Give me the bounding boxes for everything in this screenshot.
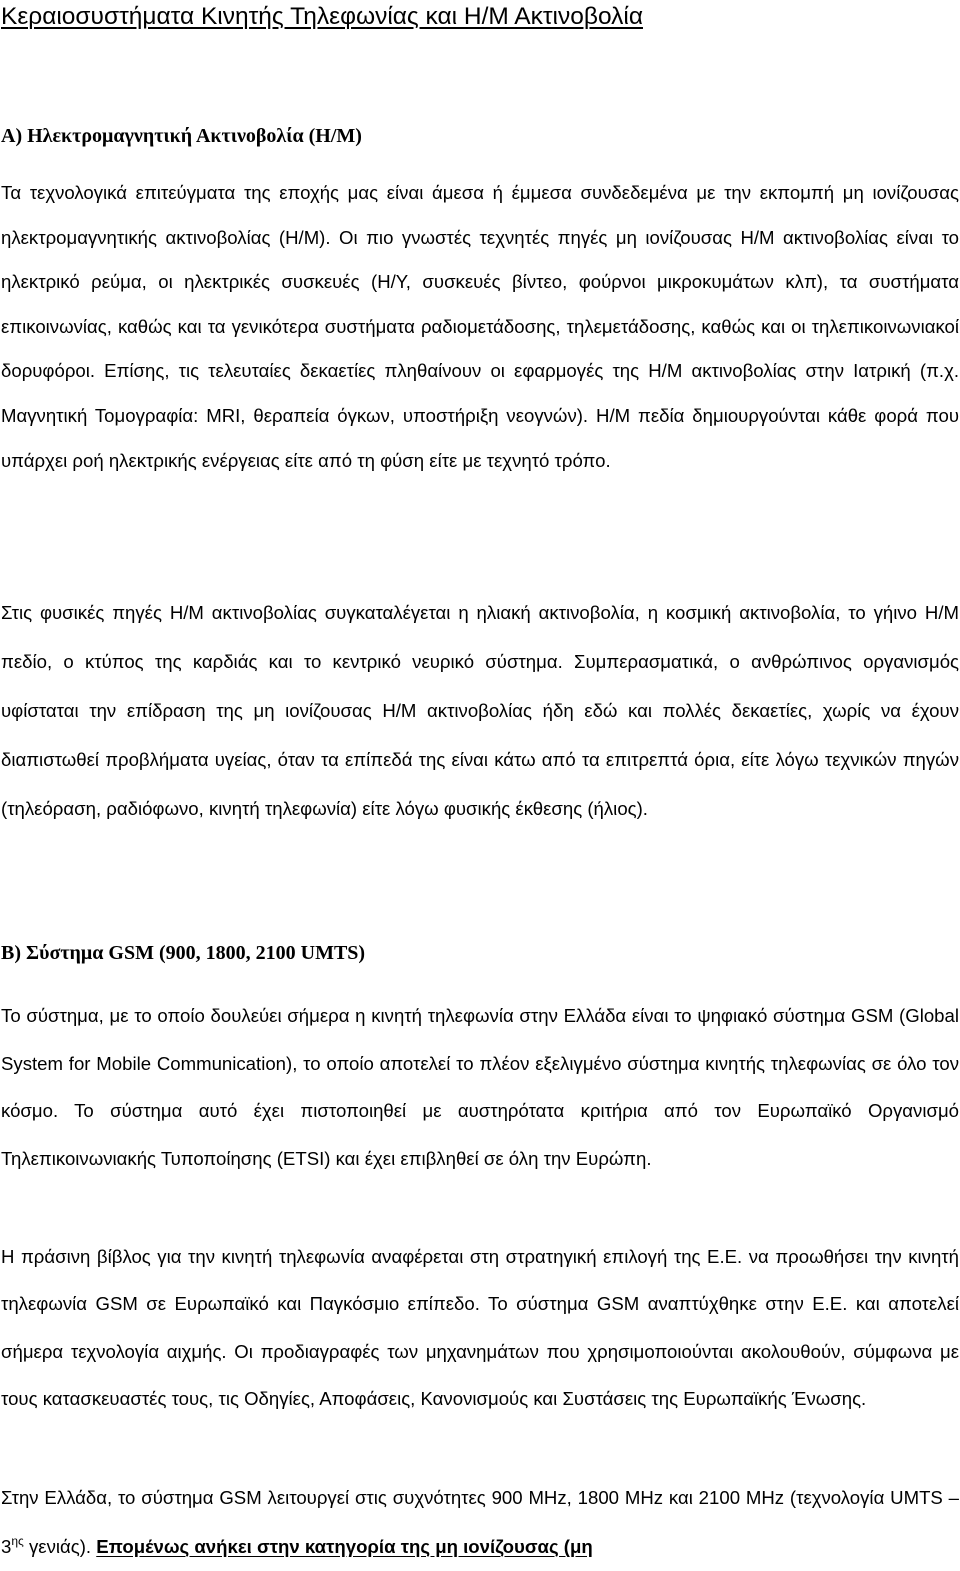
paragraph-gsm-frequencies	[1, 1473, 959, 1571]
ordinal-superscript: ης	[11, 1534, 24, 1548]
non-ionizing-emphasis: Επομένως ανήκει στην κατηγορία της μη ιονίζουσας (μη	[96, 1536, 593, 1557]
paragraph-em-sources: Τα τεχνολογικά επιτεύγματα της εποχής μας είναι άμεσα ή έμμεσα συνδεδεμένα με την εκπομπή μη ιονίζουσας ηλεκτρομαγνητικής ακτινοβολίας (Η/Μ). Οι πιο γνωστές τεχνητές πηγές μη ιονίζουσας Η/Μ ακτινοβολίας είναι το ηλεκτρικό ρεύμα, οι ηλεκτρικές συσκευές (Η/Υ, συσκευές βίντεο, φούρνοι μικροκυμάτων κλπ), τα συστήματα επικοινωνίας, καθώς και τα γενικότερα συστήματα ραδιομετάδοσης, τηλεμετάδοσης, καθώς και οι τηλεπικοινωνιακοί δορυφόροι. Επίσης, τις τελευταίες δεκαετίες πληθαίνουν οι εφαρμογές της Η/Μ ακτινοβολίας στην Ιατρική (π.χ. Μαγνητική Τομογραφία: MRI, θεραπεία όγκων, υποστήριξη νεογνών). Η/Μ πεδία δημιουργούνται κάθε φορά που υπάρχει ροή ηλεκτρικής ενέργειας είτε από τη φύση είτε με τεχνητό τρόπο.	[1, 182, 959, 471]
section-heading-electromagnetic-radiation: Α) Ηλεκτρομαγνητική Ακτινοβολία (Η/Μ)	[1, 125, 362, 147]
frequencies-text: Στην Ελλάδα, το σύστημα GSM λειτουργεί στις συχνότητες 900 MHz, 1800 MHz και 2100 MHz (τεχνολογία UMTS – 3	[1, 1487, 959, 1557]
paragraph-gsm-description: Το σύστημα, με το οποίο δουλεύει σήμερα η κινητή τηλεφωνία στην Ελλάδα είναι το ψηφιακό σύστημα GSM (Global System for Mobile Communication), το οποίο αποτελεί το πλέον εξελιγμένο σύστημα κινητής τηλεφωνίας σε όλο τον κόσμο. Το σύστημα αυτό έχει πιστοποιηθεί με αυστηρότατα κριτήρια από τον Ευρωπαϊκό Οργανισμό Τηλεπικοινωνιακής Τυποποίησης (ETSI) και έχει επιβληθεί σε όλη την Ευρώπη.	[1, 1005, 959, 1169]
paragraph-natural-sources: Στις φυσικές πηγές Η/Μ ακτινοβολίας συγκαταλέγεται η ηλιακή ακτινοβολία, η κοσμική ακτινοβολία, το γήινο Η/Μ πεδίο, ο κτύπος της καρδιάς και το κεντρικό νευρικό σύστημα. Συμπερασματικά, ο ανθρώπινος οργανισμός υφίσταται την επίδραση της μη ιονίζουσας Η/Μ ακτινοβολίας ήδη εδώ και πολλές δεκαετίες, χωρίς να έχουν διαπιστωθεί προβλήματα υγείας, όταν τα επίπεδά της είναι κάτω από τα επιτρεπτά όρια, είτε λόγω τεχνικών πηγών (τηλεόραση, ραδιόφωνο, κινητή τηλεφωνία) είτε λόγω φυσικής έκθεσης (ήλιος).	[1, 602, 959, 819]
paragraph-green-paper: Η πράσινη βίβλος για την κινητή τηλεφωνία αναφέρεται στη στρατηγική επιλογή της Ε.Ε. να προωθήσει την κινητή τηλεφωνία GSM σε Ευρωπαϊκό και Παγκόσμιο επίπεδο. Το σύστημα GSM αναπτύχθηκε στην Ε.Ε. και αποτελεί σήμερα τεχνολογία αιχμής. Οι προδιαγραφές των μηχανημάτων που χρησιμοποιούνται ακολουθούν, σύμφωνα με τους κατασκευαστές τους, τις Οδηγίες, Αποφάσεις, Κανονισμούς και Συστάσεις της Ευρωπαϊκής Ένωσης.	[1, 1246, 959, 1410]
generation-text: γενιάς).	[23, 1536, 97, 1557]
section-heading-gsm-system: Β) Σύστημα GSM (900, 1800, 2100 UMTS)	[1, 942, 366, 964]
document-title: Κεραιοσυστήματα Κινητής Τηλεφωνίας και Η/Μ Ακτινοβολία	[1, 3, 643, 30]
